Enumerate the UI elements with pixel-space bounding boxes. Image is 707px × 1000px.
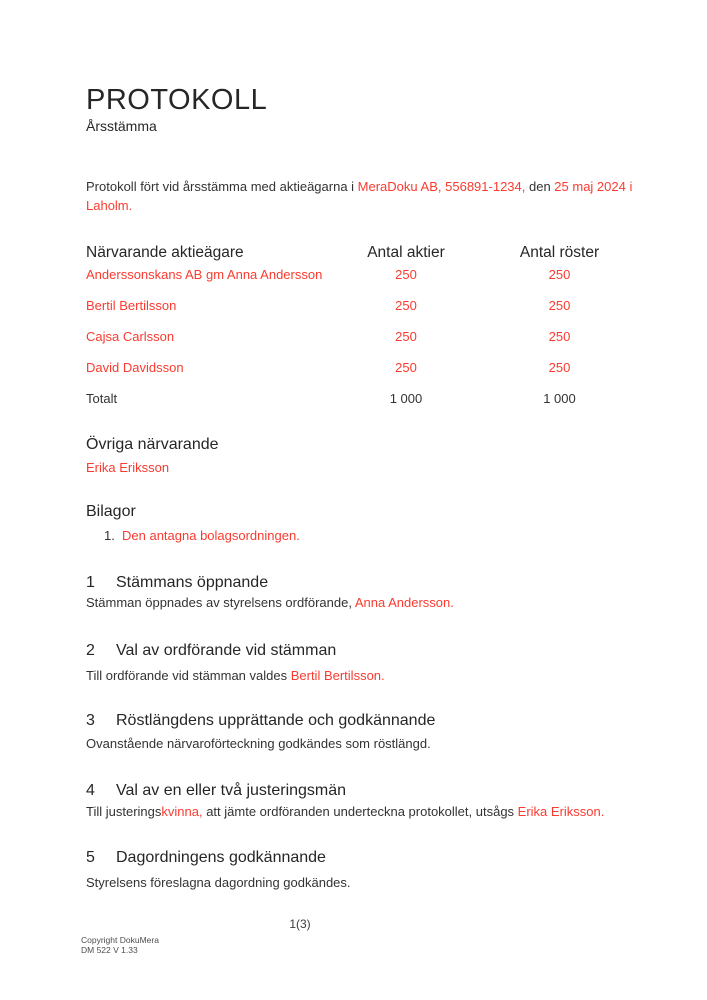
section-heading-1	[86, 572, 268, 594]
attachments-heading: Bilagor	[86, 503, 136, 520]
table-row-shares: 250	[395, 360, 417, 375]
section-heading-text: Röstlängdens upprättande och godkännande	[116, 712, 436, 729]
body-text: Stämman öppnades av styrelsens ordförande,	[86, 595, 355, 610]
body-text: Protokoll fört vid årsstämma med aktieägarna i	[86, 179, 358, 194]
body-text: Ovanstående närvaroförteckning godkändes som röstlängd.	[86, 736, 431, 751]
table-row-name: David Davidsson	[86, 360, 184, 375]
table-row-shares: 250	[395, 298, 417, 313]
merge-field-text: Erika Eriksson.	[517, 804, 605, 819]
merge-field-text: Bertil Bertilsson.	[290, 668, 385, 683]
table-row-votes: 250	[548, 360, 571, 375]
body-text: Till justerings	[86, 804, 162, 819]
table-row-name: Anderssonskans AB gm Anna Andersson	[86, 267, 323, 282]
table-row-votes: 250	[548, 329, 571, 344]
table-header-shareholders: Närvarande aktieägare	[86, 244, 244, 261]
intro-paragraph	[86, 177, 658, 215]
table-row-votes: 250	[548, 298, 571, 313]
merge-field-text: MeraDoku AB,	[357, 179, 442, 194]
section-number: 3	[86, 712, 95, 729]
section-heading-text: Val av en eller två justeringsmän	[116, 782, 347, 799]
section-body-2	[86, 666, 666, 686]
section-heading-text: Val av ordförande vid stämman	[116, 642, 337, 659]
section-body-4	[86, 802, 666, 822]
table-row-votes: 250	[548, 267, 571, 282]
table-row-shares: 1 000	[389, 391, 423, 406]
table-row-name: Cajsa Carlsson	[86, 329, 175, 344]
section-number: 5	[86, 849, 95, 866]
table-row-name: Totalt	[86, 391, 118, 406]
attachment-number: 1.	[104, 528, 115, 543]
table-row-name: Bertil Bertilsson	[86, 298, 177, 313]
section-number: 4	[86, 782, 95, 799]
section-number: 1	[86, 574, 95, 591]
body-text: den	[525, 179, 555, 194]
table-row-votes: 1 000	[543, 391, 576, 406]
others-present-heading: Övriga närvarande	[86, 436, 219, 453]
table-header-votes: Antal röster	[519, 244, 600, 261]
section-heading-4	[86, 780, 346, 802]
section-body-3	[86, 734, 666, 754]
version-line: DM 522 V 1.33	[81, 945, 138, 955]
table-header-shares: Antal aktier	[367, 244, 445, 261]
document-subtitle: Årsstämma	[86, 118, 157, 134]
merge-field-text: 556891-1234,	[445, 179, 526, 194]
document-title: PROTOKOLL	[86, 84, 268, 116]
copyright-line: Copyright DokuMera	[81, 935, 159, 945]
attachment-item	[104, 526, 300, 545]
section-body-1	[86, 593, 666, 613]
table-row-shares: 250	[395, 329, 417, 344]
body-text: Styrelsens föreslagna dagordning godkändes.	[86, 875, 351, 890]
page-number: 1(3)	[289, 917, 311, 931]
attachment-text: Den antagna bolagsordningen.	[122, 528, 300, 543]
section-heading-3	[86, 710, 435, 732]
footer-copyright	[81, 935, 159, 955]
section-heading-2	[86, 640, 336, 662]
section-heading-text: Stämmans öppnande	[116, 574, 269, 591]
section-body-5	[86, 873, 666, 893]
section-number: 2	[86, 642, 95, 659]
section-heading-5	[86, 847, 326, 869]
body-text: Till ordförande vid stämman valdes	[86, 668, 291, 683]
merge-field-text: kvinna,	[161, 804, 203, 819]
table-row-shares: 250	[395, 267, 417, 282]
body-text: att jämte ordföranden underteckna protokollet, utsågs	[202, 804, 518, 819]
section-heading-text: Dagordningens godkännande	[116, 849, 326, 866]
merge-field-text: Anna Andersson.	[354, 595, 454, 610]
others-present-name: Erika Eriksson	[86, 460, 170, 475]
merge-field-text: 25 maj 2024 i Laholm.	[86, 179, 633, 213]
